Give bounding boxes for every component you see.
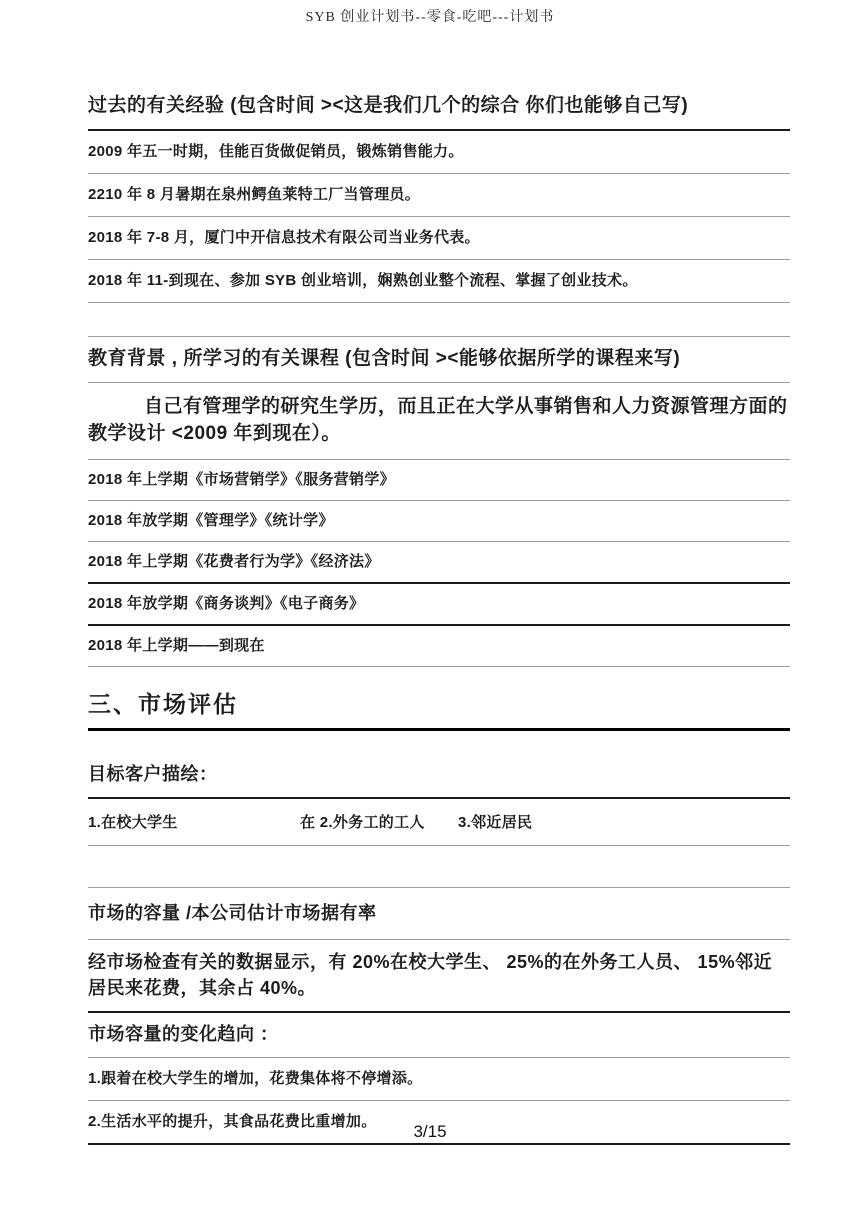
table-row: 2210 年 8 月暑期在泉州鳄鱼莱特工厂当管理员。 — [88, 186, 421, 203]
target-customer-item: 3.邻近居民 — [458, 814, 533, 831]
market-section-title: 三、市场评估 — [88, 689, 790, 731]
table-row: 2018 年放学期《管理学》《统计学》 — [88, 512, 334, 529]
experience-heading: 过去的有关经验 (包含时间 ><这是我们几个的综合 你们也能够自己写) — [88, 95, 689, 116]
target-customers-heading: 目标客户描绘： — [88, 764, 218, 784]
table-row: 1.跟着在校大学生的增加，花费集体将不停增添。 — [88, 1070, 423, 1087]
table-row: 2018 年上学期——到现在 — [88, 637, 265, 654]
page-number: 3/15 — [413, 1122, 447, 1141]
education-summary: 自己有管理学的研究生学历，而且正在大学从事销售和人力资源管理方面的教学设计 <2009 年到现在）。 — [88, 396, 788, 444]
table-row: 2018 年放学期《商务谈判》《电子商务》 — [88, 595, 365, 612]
education-heading: 教育背景 , 所学习的有关课程 (包含时间 ><能够依据所学的课程来写) — [88, 348, 681, 369]
table-row: 2.生活水平的提升，其食品花费比重增加。 — [88, 1113, 377, 1130]
target-customers-row — [88, 799, 790, 845]
table-row: 2018 年上学期《市场营销学》《服务营销学》 — [88, 471, 395, 488]
table-row: 2018 年 11-到现在、参加 SYB 创业培训，娴熟创业整个流程、掌握了创业技术。 — [88, 272, 638, 289]
document-content — [88, 92, 790, 1145]
divider — [88, 666, 790, 667]
table-row: 2018 年上学期《花费者行为学》《经济法》 — [88, 553, 380, 570]
divider — [88, 1143, 790, 1145]
education-table — [88, 459, 790, 667]
experience-table — [88, 129, 790, 303]
table-row: 2009 年五一时期，佳能百货做促销员，锻炼销售能力。 — [88, 143, 464, 160]
market-capacity-text: 经市场检查有关的数据显示，有 20%在校大学生、 25%的在外务工人员、 15%邻近居民来花费，其余占 40%。 — [88, 952, 773, 998]
document-header-title: SYB 创业计划书--零食-吃吧---计划书 — [305, 10, 555, 25]
table-row: 2018 年 7-8 月，厦门中开信息技术有限公司当业务代表。 — [88, 229, 480, 246]
target-customer-item: 1.在校大学生 — [88, 814, 178, 831]
market-trend-heading: 市场容量的变化趋向 ： — [88, 1024, 279, 1044]
target-customer-item: 在 2.外务工的工人 — [300, 814, 425, 831]
divider — [88, 302, 790, 303]
education-section — [88, 336, 790, 667]
spacer — [88, 846, 790, 887]
market-capacity-heading: 市场的容量 /本公司估计市场据有率 — [88, 903, 377, 923]
